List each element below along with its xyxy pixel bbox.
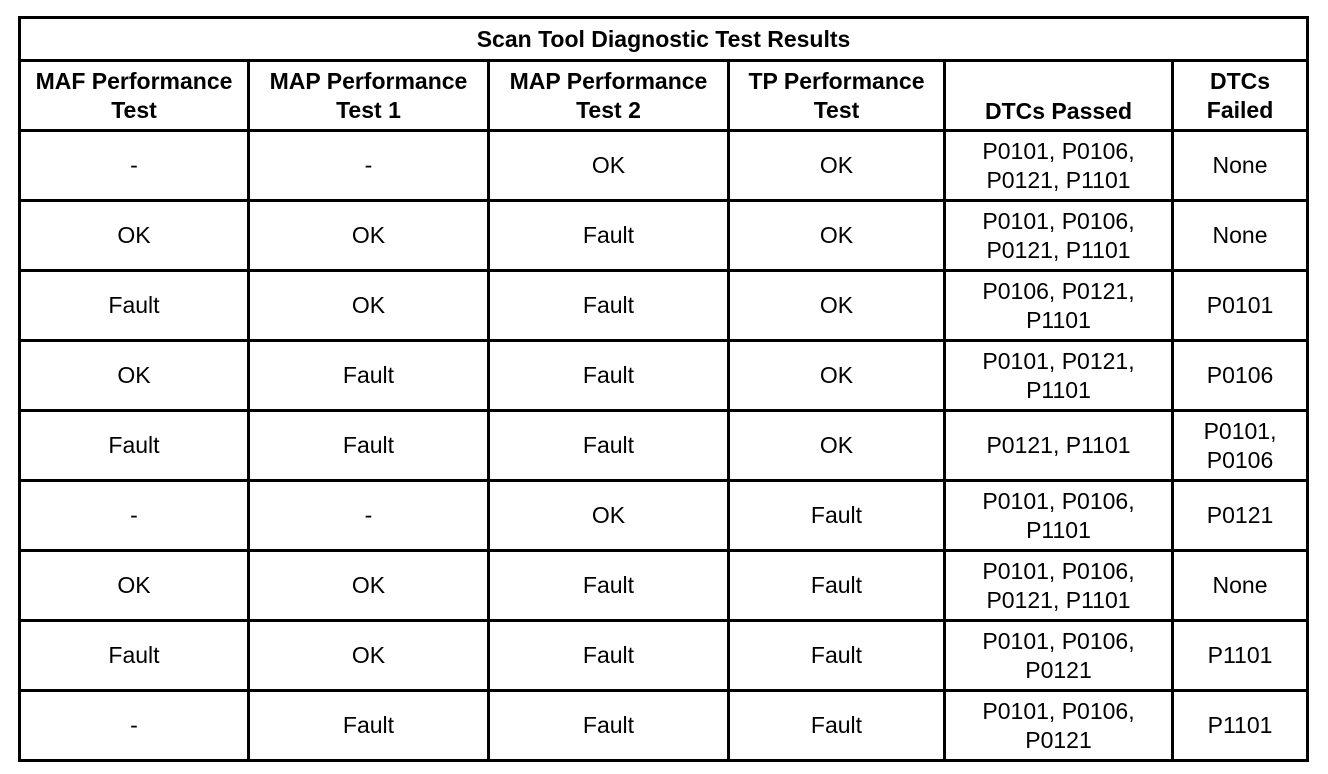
dtcs-failed-cell bbox=[1173, 341, 1308, 411]
table-row bbox=[20, 691, 1308, 761]
cell-value: Fault bbox=[582, 572, 635, 598]
tp-performance-test-cell bbox=[729, 271, 945, 341]
tp-performance-test-cell bbox=[729, 621, 945, 691]
map-performance-test-2-cell bbox=[489, 341, 729, 411]
map-performance-test-1-cell bbox=[249, 691, 489, 761]
maf-performance-test-cell bbox=[20, 551, 249, 621]
table-row bbox=[20, 481, 1308, 551]
cell-value: None bbox=[1212, 152, 1268, 178]
map-performance-test-1-cell bbox=[249, 341, 489, 411]
map-performance-test-2-cell bbox=[489, 691, 729, 761]
dtcs-failed-cell bbox=[1173, 411, 1308, 481]
map-performance-test-2-cell bbox=[489, 131, 729, 201]
dtcs-failed-cell bbox=[1173, 621, 1308, 691]
cell-value: P0101 bbox=[1206, 292, 1274, 318]
map-performance-test-1-cell bbox=[249, 411, 489, 481]
column-header-maf-performance-test bbox=[20, 61, 249, 131]
diagnostic-results-table-container bbox=[18, 16, 1306, 762]
dtcs-failed-cell bbox=[1173, 131, 1308, 201]
map-performance-test-2-cell bbox=[489, 271, 729, 341]
table-title: Scan Tool Diagnostic Test Results bbox=[20, 18, 1308, 61]
column-header-label: DTCs Passed bbox=[984, 98, 1132, 124]
column-header-tp-performance-test bbox=[729, 61, 945, 131]
column-header-label: DTCs Failed bbox=[1206, 67, 1274, 123]
maf-performance-test-cell bbox=[20, 131, 249, 201]
cell-value: P0121, P1101 bbox=[986, 432, 1131, 458]
title-row bbox=[20, 18, 1308, 61]
map-performance-test-1-cell bbox=[249, 201, 489, 271]
table-row bbox=[20, 131, 1308, 201]
column-header-map-performance-test-2 bbox=[489, 61, 729, 131]
cell-value: P1101 bbox=[1207, 642, 1273, 668]
tp-performance-test-cell bbox=[729, 551, 945, 621]
cell-value: Fault bbox=[810, 502, 863, 528]
cell-value: OK bbox=[351, 222, 386, 248]
cell-value: Fault bbox=[810, 572, 863, 598]
maf-performance-test-cell bbox=[20, 201, 249, 271]
cell-value: Fault bbox=[342, 432, 395, 458]
cell-value: OK bbox=[591, 152, 626, 178]
tp-performance-test-cell bbox=[729, 411, 945, 481]
table-body bbox=[20, 131, 1308, 761]
tp-performance-test-cell bbox=[729, 481, 945, 551]
table-row bbox=[20, 621, 1308, 691]
dtcs-passed-cell bbox=[945, 621, 1173, 691]
table-row bbox=[20, 271, 1308, 341]
cell-value: Fault bbox=[582, 432, 635, 458]
map-performance-test-1-cell bbox=[249, 481, 489, 551]
maf-performance-test-cell bbox=[20, 481, 249, 551]
map-performance-test-1-cell bbox=[249, 131, 489, 201]
cell-value: OK bbox=[819, 222, 854, 248]
dtcs-failed-cell bbox=[1173, 691, 1308, 761]
cell-value: OK bbox=[351, 642, 386, 668]
column-header-label: MAP Performance Test 2 bbox=[509, 67, 708, 123]
cell-value: P0101, P0106, P0121 bbox=[982, 627, 1135, 683]
dtcs-passed-cell bbox=[945, 271, 1173, 341]
cell-value: - bbox=[364, 152, 373, 178]
cell-value: - bbox=[130, 152, 138, 178]
dtcs-passed-cell bbox=[945, 341, 1173, 411]
cell-value: Fault bbox=[342, 712, 395, 738]
cell-value: P0121 bbox=[1206, 502, 1274, 528]
cell-value: P1101 bbox=[1207, 712, 1273, 738]
tp-performance-test-cell bbox=[729, 691, 945, 761]
cell-value: P0101, P0106, P0121, P1101 bbox=[982, 557, 1135, 613]
dtcs-passed-cell bbox=[945, 481, 1173, 551]
cell-value: P0106, P0121, P1101 bbox=[982, 277, 1135, 333]
cell-value: OK bbox=[819, 432, 854, 458]
dtcs-failed-cell bbox=[1173, 271, 1308, 341]
dtcs-failed-cell bbox=[1173, 481, 1308, 551]
cell-value: P0101, P0106 bbox=[1203, 417, 1277, 473]
cell-value: Fault bbox=[582, 712, 635, 738]
cell-value: P0101, P0106, P0121, P1101 bbox=[982, 207, 1135, 263]
tp-performance-test-cell bbox=[729, 201, 945, 271]
cell-value: Fault bbox=[582, 222, 635, 248]
cell-value: OK bbox=[591, 502, 626, 528]
dtcs-passed-cell bbox=[945, 411, 1173, 481]
cell-value: Fault bbox=[582, 642, 635, 668]
dtcs-failed-cell bbox=[1173, 551, 1308, 621]
column-header-map-performance-test-1 bbox=[249, 61, 489, 131]
dtcs-passed-cell bbox=[945, 691, 1173, 761]
cell-value: Fault bbox=[810, 712, 863, 738]
cell-value: OK bbox=[819, 152, 854, 178]
column-header-label: MAF Performance Test bbox=[35, 67, 233, 123]
cell-value: P0101, P0106, P0121 bbox=[982, 697, 1135, 753]
cell-value: OK bbox=[117, 362, 151, 388]
cell-value: P0101, P0106, P0121, P1101 bbox=[982, 137, 1135, 193]
dtcs-passed-cell bbox=[945, 131, 1173, 201]
maf-performance-test-cell bbox=[20, 621, 249, 691]
header-row bbox=[20, 61, 1308, 131]
map-performance-test-1-cell bbox=[249, 621, 489, 691]
cell-value: - bbox=[130, 502, 138, 528]
map-performance-test-1-cell bbox=[249, 551, 489, 621]
table-row bbox=[20, 341, 1308, 411]
cell-value: - bbox=[130, 712, 138, 738]
map-performance-test-2-cell bbox=[489, 481, 729, 551]
cell-value: P0106 bbox=[1206, 362, 1274, 388]
cell-value: P0101, P0121, P1101 bbox=[982, 347, 1135, 403]
column-header-label: MAP Performance Test 1 bbox=[269, 67, 468, 123]
cell-value: Fault bbox=[582, 362, 635, 388]
table-row bbox=[20, 201, 1308, 271]
cell-value: OK bbox=[117, 222, 151, 248]
maf-performance-test-cell bbox=[20, 411, 249, 481]
dtcs-passed-cell bbox=[945, 201, 1173, 271]
cell-value: OK bbox=[117, 572, 151, 598]
cell-value: OK bbox=[819, 292, 854, 318]
maf-performance-test-cell bbox=[20, 691, 249, 761]
cell-value: OK bbox=[819, 362, 854, 388]
cell-value: Fault bbox=[810, 642, 863, 668]
cell-value: P0101, P0106, P1101 bbox=[982, 487, 1135, 543]
table-row bbox=[20, 551, 1308, 621]
cell-value: Fault bbox=[108, 432, 160, 458]
cell-value: Fault bbox=[342, 362, 395, 388]
map-performance-test-2-cell bbox=[489, 621, 729, 691]
dtcs-failed-cell bbox=[1173, 201, 1308, 271]
column-header-label: TP Performance Test bbox=[748, 67, 925, 123]
diagnostic-results-table bbox=[18, 16, 1309, 762]
cell-value: OK bbox=[351, 572, 386, 598]
cell-value: Fault bbox=[108, 292, 160, 318]
cell-value: Fault bbox=[582, 292, 635, 318]
cell-value: Fault bbox=[108, 642, 160, 668]
cell-value: - bbox=[364, 502, 373, 528]
maf-performance-test-cell bbox=[20, 341, 249, 411]
cell-value: None bbox=[1212, 572, 1268, 598]
table-row bbox=[20, 411, 1308, 481]
cell-value: OK bbox=[351, 292, 386, 318]
map-performance-test-2-cell bbox=[489, 411, 729, 481]
column-header-dtcs-passed bbox=[945, 61, 1173, 131]
maf-performance-test-cell bbox=[20, 271, 249, 341]
column-header-dtcs-failed bbox=[1173, 61, 1308, 131]
map-performance-test-2-cell bbox=[489, 201, 729, 271]
cell-value: None bbox=[1212, 222, 1268, 248]
map-performance-test-2-cell bbox=[489, 551, 729, 621]
map-performance-test-1-cell bbox=[249, 271, 489, 341]
dtcs-passed-cell bbox=[945, 551, 1173, 621]
tp-performance-test-cell bbox=[729, 131, 945, 201]
tp-performance-test-cell bbox=[729, 341, 945, 411]
